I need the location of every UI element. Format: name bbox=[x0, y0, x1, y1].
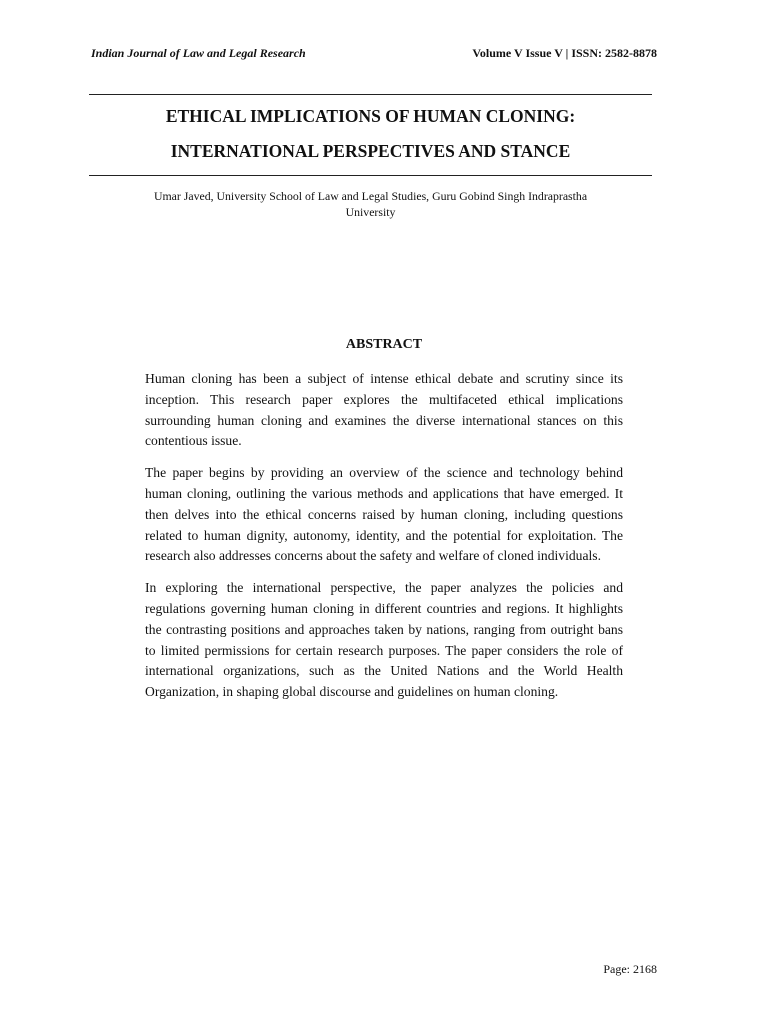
author-line-1: Umar Javed, University School of Law and Legal Studies, Guru Gobind Singh Indraprastha bbox=[153, 189, 588, 203]
issue-info: Volume V Issue V | ISSN: 2582-8878 bbox=[472, 46, 657, 60]
title-bottom-divider bbox=[89, 175, 652, 176]
abstract-body bbox=[145, 369, 623, 714]
author-line-2: University bbox=[345, 205, 396, 219]
paper-title-line-1: ETHICAL IMPLICATIONS OF HUMAN CLONING: bbox=[165, 106, 576, 126]
abstract-paragraph-2: The paper begins by providing an overview of the science and technology behind human cloning, outlining the various methods and applications that have emerged. It then delves into the ethical concerns raised by human cloning, including questions related to human dignity, autonomy, identity, and the potential for exploitation. The research also addresses concerns about the safety and welfare of cloned individuals. bbox=[145, 465, 623, 564]
paper-title-line-2: INTERNATIONAL PERSPECTIVES AND STANCE bbox=[170, 141, 571, 161]
title-top-divider bbox=[89, 94, 652, 95]
page-number: Page: 2168 bbox=[603, 962, 657, 976]
abstract-paragraph-1: Human cloning has been a subject of intense ethical debate and scrutiny since its inception. This research paper explores the multifaceted ethical implications surrounding human cloning and examines the diverse international stances on this contentious issue. bbox=[145, 371, 623, 449]
abstract-paragraph-3: In exploring the international perspective, the paper analyzes the policies and regulations governing human cloning in different countries and regions. It highlights the contrasting positions and approaches taken by nations, ranging from outright bans to limited permissions for certain research purposes. The paper considers the role of international organizations, such as the United Nations and the World Health Organization, in shaping global discourse and guidelines on human cloning. bbox=[145, 580, 623, 700]
journal-name: Indian Journal of Law and Legal Research bbox=[91, 46, 306, 60]
abstract-heading: ABSTRACT bbox=[345, 337, 423, 352]
author-affiliation bbox=[89, 188, 652, 220]
